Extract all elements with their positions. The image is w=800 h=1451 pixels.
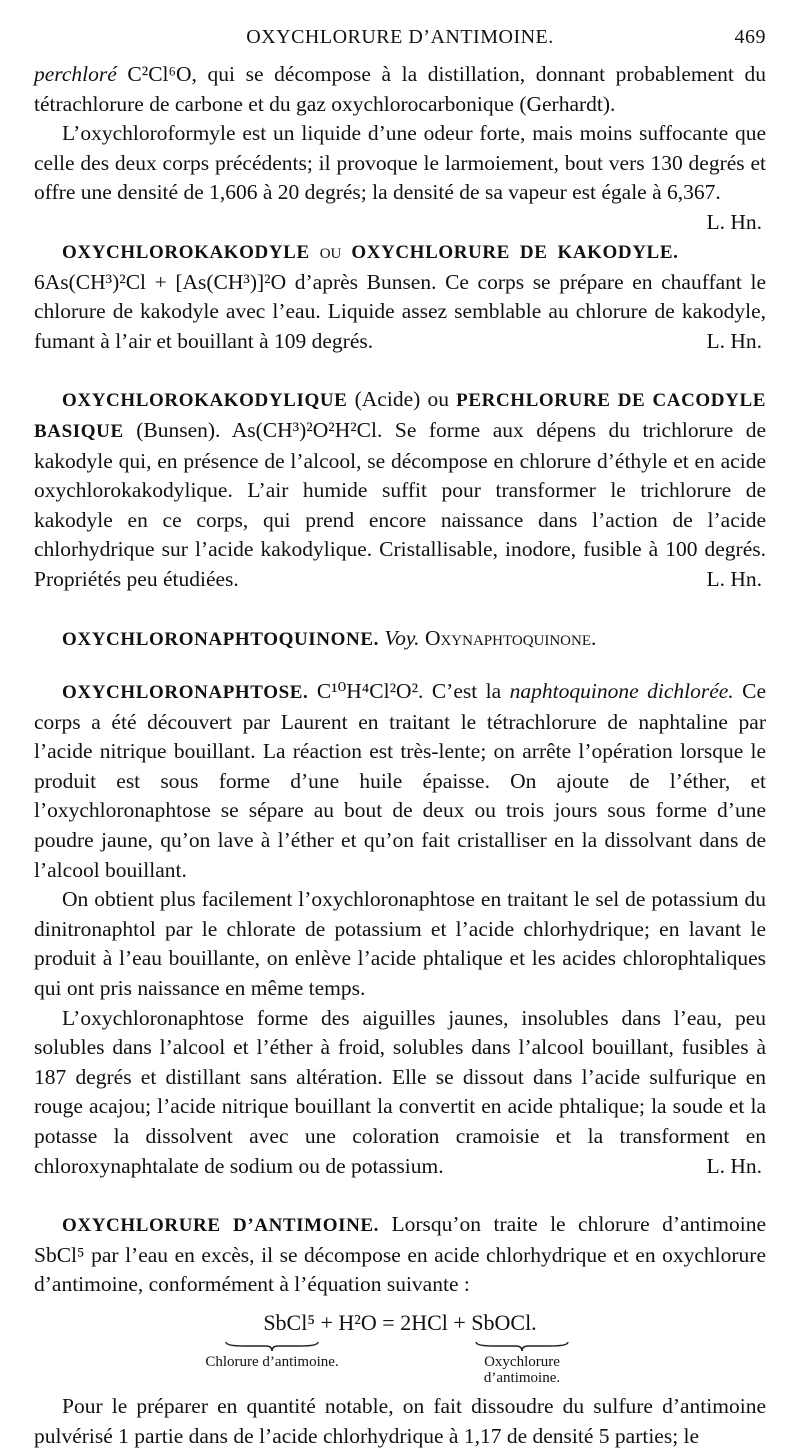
- page-number: 469: [734, 26, 766, 48]
- page-body: [34, 60, 766, 1451]
- running-header: [34, 26, 766, 56]
- entry-text: 6As(CH³)²Cl + [As(CH³)]²O d’après Bunsen. Ce corps se prépare en chauffant le chlorure de kakodyle avec l’eau. Liquide assez semblable au chlorure de kakodyle, fumant à l’air et bouillant à 109 degrés.: [34, 269, 766, 353]
- entry-oxychlorure-antimoine: [34, 1210, 766, 1300]
- entry-text: Lorsqu’on traite le chlorure d’antimoine SbCl⁵ par l’eau en excès, il se décompose en acide chlorhydrique et en oxychlorure d’antimoine, conformément à l’équation suivante :: [34, 1212, 766, 1297]
- entry-oxychlorokakodylique: [34, 385, 766, 594]
- entry-oxychlorokakodyle: [34, 237, 766, 356]
- author-signature: L. Hn.: [706, 1153, 762, 1178]
- paragraph-text: L’oxychloroformyle est un liquide d’une odeur forte, mais moins suffocante que celle des deux corps précédents; il provoque le larmoiement, bout vers 130 degrés et offre une densité de 1,606 à 20 degrés; la densité de sa vapeur est égale à 6,367.: [34, 121, 766, 205]
- author-signature: L. Hn.: [706, 209, 762, 234]
- headword-alt: PERCHLORURE DE CACODYLE BASIQUE: [34, 390, 766, 442]
- entry-text: (Bunsen). As(CH³)²O²H²Cl. Se forme aux dépens du trichlorure de kakodyle qui, en présence de l’alcool, se décompose en chlorure d’éthyle et en acide oxychlorokakodylique. L’air humide suffit pour transformer le trichlorure de kakodyle en ce corps, qui prend encore naissance dans l’action de l’acide chlorhydrique sur l’acide kakodylique. Cristallisable, inodore, fusible à 100 degrés. Propriétés peu étudiées.: [34, 417, 766, 591]
- paragraph: [34, 1004, 766, 1182]
- cross-reference: Oxynaphtoquinone.: [424, 625, 597, 650]
- author-signature: L. Hn.: [706, 328, 762, 353]
- entry-oxychloronaphtose: [34, 677, 766, 885]
- running-title: OXYCHLORURE D’ANTIMOINE.: [246, 26, 554, 48]
- paragraph: [34, 60, 766, 119]
- italic-phrase: naphtoquinone dichlorée.: [509, 679, 734, 704]
- formula-text: C¹⁰H⁴Cl²O². C’est la: [308, 679, 510, 704]
- headword: OXYCHLORONAPHTOQUINONE.: [62, 628, 379, 650]
- paragraph-text: L’oxychloronaphtose forme des aiguilles jaunes, insolubles dans l’eau, peu solubles dans l’alcool et l’éther à froid, solubles dans l’alcool bouillant, fusibles à 187 degrés et distillant sans altération. Elle se dissout dans l’acide sulfurique en rouge acajou; l’acide nitrique bouillant la convertit en acide phtalique; la soude et la potasse la dissolvent avec une coloration cramoisie et la transforment en chloroxynaphtalate de sodium ou de potassium.: [34, 1005, 766, 1178]
- paragraph-text: On obtient plus facilement l’oxychloronaphtose en traitant le sel de potassium du dinitronaphtol par le chlorate de potassium et l’acide chlorhydrique; en lavant le produit à l’eau bouillante, on enlève l’acide phtalique et les acides chlorophtaliques qui ont pris naissance en même temps.: [34, 887, 766, 1001]
- paragraph: [34, 1392, 766, 1451]
- paragraph-text: C²Cl⁶O, qui se décompose à la distillation, donnant probablement du tétrachlorure de carbone et du gaz oxychlorocarbonique (Gerhardt).: [34, 62, 766, 116]
- connector-text: (Acide) ou: [347, 387, 457, 412]
- see-reference-label: Voy.: [384, 625, 420, 650]
- paragraph: [34, 885, 766, 1003]
- underbrace-icon: [474, 1340, 570, 1352]
- headword: OXYCHLORURE D’ANTIMOINE.: [62, 1215, 380, 1237]
- connector-text: ou: [309, 238, 352, 263]
- entry-text: Ce corps a été découvert par Laurent en traitant le tétrachlorure de naphtaline par l’acide nitrique bouillant. La réaction est très-lente; on arrête l’opération lorsque le produit est sous forme d’une huile épaisse. On ajoute de l’éther, et l’oxychloronaphtose se sépare au bout de deux ou trois jours sous forme d’une poudre jaune, qu’on lave à l’éther et qu’on fait cristalliser en la dissolvant dans de l’alcool bouillant.: [34, 679, 767, 882]
- headword: OXYCHLOROKAKODYLIQUE: [62, 390, 348, 412]
- entry-oxychloronaphtoquinone: [34, 624, 766, 655]
- brace-label-chlorure: Chlorure d’antimoine.: [205, 1353, 339, 1370]
- headword: OXYCHLOROKAKODYLE: [62, 241, 310, 263]
- paragraph-text: Pour le préparer en quantité notable, on fait dissoudre du sulfure d’antimoine pulvérisé 1 partie dans de l’acide chlorhydrique à 1,17 de densité 5 parties; le: [34, 1393, 766, 1448]
- paragraph: [34, 119, 766, 234]
- equation-text: SbCl⁵ + H²O = 2HCl + SbOCl.: [263, 1309, 537, 1335]
- headword-alt: OXYCHLORURE DE KAKODYLE.: [351, 241, 679, 263]
- italic-word: perchloré: [34, 62, 117, 86]
- chemical-equation: [34, 1304, 766, 1392]
- brace-label-oxychlorure: Oxychlorure d’antimoine.: [483, 1353, 561, 1386]
- author-signature: L. Hn.: [706, 566, 762, 591]
- headword: OXYCHLORONAPHTOSE.: [62, 682, 309, 704]
- underbrace-icon: [224, 1340, 320, 1352]
